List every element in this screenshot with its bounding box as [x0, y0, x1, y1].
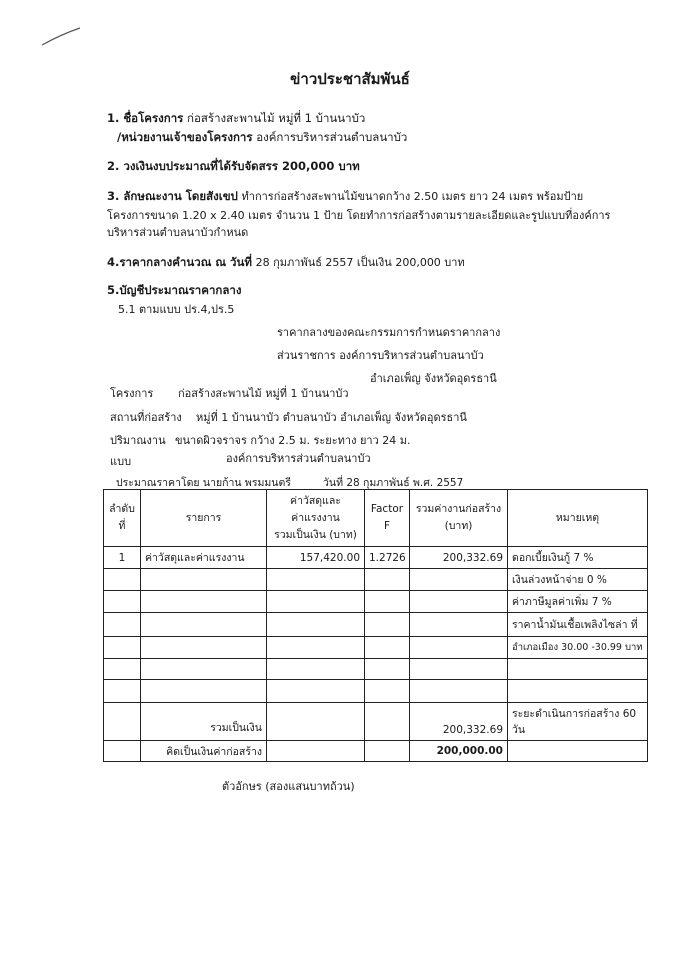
sum-label: รวมเป็นเงิน — [141, 703, 267, 741]
cell-remark: ค่าภาษีมูลค่าเพิ่ม 7 % — [508, 591, 648, 613]
col-header-factor: Factor F — [365, 490, 410, 547]
item-3-label: 3. ลักษณะงาน โดยสังเขป — [107, 189, 238, 203]
pen-mark-icon — [40, 26, 84, 48]
item-1-agency — [117, 129, 407, 147]
location-value: หมู่ที่ 1 บ้านนาบัว ตำบลนาบัว อำเภอเพ็ญ จังหวัดอุดรธานี — [196, 411, 467, 424]
item-5-sub: 5.1 ตามแบบ ปร.4,ปร.5 — [118, 303, 235, 316]
cell-no: 1 — [104, 547, 141, 569]
item-1-agency-label: /หน่วยงานเจ้าของโครงการ — [117, 130, 253, 144]
table-row — [104, 613, 648, 637]
quantity-label: ปริมาณงาน — [110, 434, 166, 447]
item-3-line-3: บริหารส่วนตำบลนาบัวกำหนด — [107, 226, 249, 239]
item-1 — [107, 110, 365, 128]
table-row — [104, 659, 648, 680]
committee-line-1: ราคากลางของคณะกรรมการกำหนดราคากลาง — [277, 326, 501, 339]
page-title: ข่าวประชาสัมพันธ์ — [290, 70, 410, 88]
final-total: 200,000.00 — [410, 741, 508, 762]
item-4-value: 28 กุมภาพันธ์ 2557 เป็นเงิน 200,000 บาท — [255, 256, 465, 269]
item-4 — [107, 253, 465, 272]
col-header-no: ลำดับ ที่ — [104, 490, 141, 547]
col-header-cost: ค่าวัสดุและ ค่าแรงงาน รวมเป็นเงิน (บาท) — [267, 490, 365, 547]
table-row-final — [104, 741, 648, 762]
price-estimate-table — [103, 489, 648, 762]
quantity-value: ขนาดผิวจราจร กว้าง 2.5 ม. ระยะทาง ยาว 24 ม. — [175, 434, 411, 447]
table-header-row — [104, 490, 648, 547]
duration-note: ระยะดำเนินการก่อสร้าง 60 วัน — [508, 703, 648, 741]
item-3-line-2: โครงการขนาด 1.20 x 2.40 เมตร จำนวน 1 ป้าย โดยทำการก่อสร้างตามรายละเอียดและรูปแบบที่องค์การ — [107, 209, 611, 222]
project-value: ก่อสร้างสะพานไม้ หมู่ที่ 1 บ้านนาบัว — [178, 387, 349, 400]
item-4-label: 4.ราคากลางคำนวณ ณ วันที่ — [107, 255, 252, 269]
col-header-item: รายการ — [141, 490, 267, 547]
item-3-text-1: ทำการก่อสร้างสะพานไม้ขนาดกว้าง 2.50 เมตร ยาว 24 เมตร พร้อมป้าย — [241, 190, 584, 203]
table-row-sum — [104, 703, 648, 741]
cell-item: ค่าวัสดุและค่าแรงงาน — [141, 547, 267, 569]
item-1-agency-value: องค์การบริหารส่วนตำบลนาบัว — [256, 130, 408, 144]
table-row — [104, 569, 648, 591]
cell-remark: เงินล่วงหน้าจ่าย 0 % — [508, 569, 648, 591]
sum-total: 200,332.69 — [410, 703, 508, 741]
amount-in-words: ตัวอักษร (สองแสนบาทถ้วน) — [222, 780, 355, 793]
table-row — [104, 547, 648, 569]
committee-line-3: อำเภอเพ็ญ จังหวัดอุดรธานี — [370, 372, 497, 385]
final-label: คิดเป็นเงินค่าก่อสร้าง — [141, 741, 267, 762]
design-value: องค์การบริหารส่วนตำบลนาบัว — [226, 452, 371, 465]
cell-total: 200,332.69 — [410, 547, 508, 569]
cell-cost: 157,420.00 — [267, 547, 365, 569]
table-row — [104, 591, 648, 613]
item-5-label: 5.บัญชีประมาณราคากลาง — [107, 283, 242, 297]
cell-remark: ราคาน้ำมันเชื้อเพลิงไซล่า ที่ — [508, 613, 648, 637]
table-row — [104, 637, 648, 659]
cell-remark: อำเภอเมือง 30.00 -30.99 บาท — [508, 637, 648, 659]
project-label: โครงการ — [110, 387, 154, 400]
item-2: 2. วงเงินงบประมาณที่ได้รับจัดสรร 200,000 บาท — [107, 159, 360, 173]
committee-line-2: ส่วนราชการ องค์การบริหารส่วนตำบลนาบัว — [277, 349, 484, 362]
item-1-value: ก่อสร้างสะพานไม้ หมู่ที่ 1 บ้านนาบัว — [187, 111, 366, 125]
item-3-line-1 — [107, 187, 583, 206]
location-label: สถานที่ก่อสร้าง — [110, 411, 182, 424]
table-row — [104, 680, 648, 703]
design-label: แบบ — [110, 455, 132, 468]
estimate-date: วันที่ 28 กุมภาพันธ์ พ.ศ. 2557 — [323, 477, 464, 489]
estimator: ประมาณราคาโดย นายก้าน พรมมนตรี — [116, 477, 291, 489]
item-1-label: 1. ชื่อโครงการ — [107, 111, 184, 125]
cell-remark: ดอกเบี้ยเงินกู้ 7 % — [508, 547, 648, 569]
col-header-total: รวมค่างานก่อสร้าง (บาท) — [410, 490, 508, 547]
col-header-remarks: หมายเหตุ — [508, 490, 648, 547]
cell-factor: 1.2726 — [365, 547, 410, 569]
